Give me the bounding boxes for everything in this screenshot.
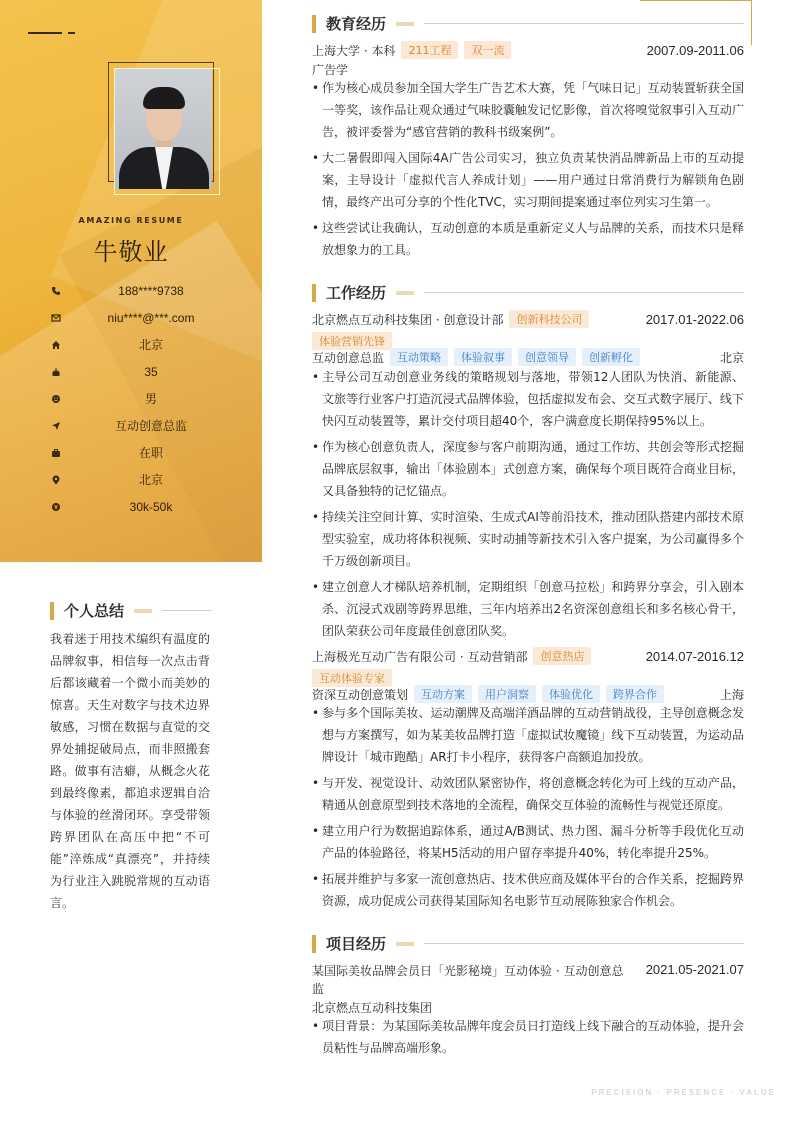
info-salary [48, 493, 238, 520]
list-item: • 大二暑假即闯入国际4A广告公司实习，独立负责某快消品牌新品上市的互动提案，主导设计「虚拟代言人养成计划」——用户通过日常消费行为解锁角色剧情，最终产出可分享的个性化TVC，实习期间提案通过率位列实习生第一。 [312, 147, 744, 213]
section-pill [396, 942, 414, 946]
resume-tagline: AMAZING RESUME [78, 216, 184, 225]
skill-tag: 用户洞察 [478, 685, 536, 703]
list-item: • 与开发、视觉设计、动效团队紧密协作，将创意概念转化为可上线的互动产品，精通从创意原型到技术落地的全流程，确保交互体验的流畅性与视觉还原度。 [312, 772, 744, 816]
company-name: 北京燃点互动科技集团 · 创意设计部 [312, 312, 504, 327]
school-name: 上海大学 · 本科 [312, 43, 396, 58]
skill-tag: 体验叙事 [454, 348, 512, 366]
info-email [48, 304, 238, 331]
education-entry-header [312, 41, 744, 59]
project-name-line: 某国际美妆品牌会员日「光影秘境」互动体验 · 互动创意总 [312, 964, 624, 978]
education-major [312, 61, 744, 78]
corner-decoration [640, 0, 752, 1]
target-position-value: 互动创意总监 [114, 419, 187, 433]
job-date: 2017.01-2022.06 [645, 311, 744, 327]
location-pin-icon [48, 472, 64, 488]
list-item: • 作为核心成员参加全国大学生广告艺术大赛，凭「气味日记」互动装置斩获全国一等奖，该作品让观众通过气味胶囊触发记忆影像，首次将嗅觉叙事引入互动广告，被评委誉为“感官营销的教科书级案例”。 [312, 77, 744, 143]
section-rule [424, 23, 744, 24]
job-entry-header [312, 310, 744, 328]
company-tag: 创意热店 [533, 647, 591, 665]
project-company: 北京燃点互动科技集团 [312, 1001, 433, 1015]
photo-frame [114, 68, 220, 195]
mail-icon [48, 310, 64, 326]
project-company-line [312, 999, 744, 1016]
skill-tag: 创意领导 [518, 348, 576, 366]
section-pill [396, 291, 414, 295]
candidate-name: 牛敬业 [93, 238, 169, 266]
job-role: 互动创意总监 [312, 350, 385, 365]
section-rule [424, 943, 744, 944]
deco-dash [68, 32, 75, 34]
job-role: 资深互动创意策划 [312, 687, 409, 702]
company-name: 上海极光互动广告有限公司 · 互动营销部 [312, 649, 528, 664]
summary-text: 我着迷于用技术编织有温度的品牌叙事，相信每一次点击背后都该藏着一个微小而美妙的惊喜。天生对数字与技术边界敏感，习惯在数据与直觉的交界处捕捉破局点，而非照搬套路。做事有洁癖，从概念火花到最终像素，都追求逻辑自洽与体验的丝滑闭环。享受带领跨界团队在高压中把“不可能”淬炼成“真漂亮”，并持续为行业注入跳脱常规的互动语言。 [50, 632, 210, 910]
project-name [312, 962, 632, 998]
section-pill [134, 609, 152, 613]
section-accent-bar [312, 935, 316, 953]
major-name: 广告学 [312, 63, 349, 77]
project-title: 项目经历 [326, 935, 387, 953]
info-hometown [48, 331, 238, 358]
list-item: • 作为核心创意负责人，深度参与客户前期沟通，通过工作坊、共创会等形式挖掘品牌底层叙事，输出「体验剧本」式创意方案，确保每个项目既符合商业目标，又具备独特的记忆锚点。 [312, 436, 744, 502]
contact-info-list [48, 277, 238, 520]
job-location: 北京 [719, 350, 744, 365]
project-date: 2021.05-2021.07 [645, 962, 744, 977]
job-location: 上海 [719, 687, 744, 702]
project-section-header [312, 933, 744, 954]
company-tag: 体验营销先锋 [312, 332, 392, 350]
list-item: • 建立用户行为数据追踪体系，通过A/B测试、热力图、漏斗分析等手段优化互动产品的体验路径，将某H5活动的用户留存率提升40%，转化率提升25%。 [312, 820, 744, 864]
phone-number: 188****9738 [118, 283, 184, 298]
company-tag: 创新科技公司 [509, 310, 589, 328]
section-accent-bar [312, 15, 316, 33]
list-item: • 建立创意人才梯队培养机制，定期组织「创意马拉松」和跨界分享会，引入剧本杀、沉浸式戏剧等跨界思维，三年内培养出2名资深创意组长和多名核心骨干，团队荣获公司年度最佳创意团队奖。 [312, 576, 744, 642]
info-status [48, 439, 238, 466]
section-rule [424, 292, 744, 293]
phone-icon [48, 283, 64, 299]
list-item: • 项目背景：为某国际美妆品牌年度会员日打造线上线下融合的互动体验，提升会员粘性与品牌高端形象。 [312, 1015, 744, 1059]
job-date: 2014.07-2016.12 [645, 648, 744, 664]
salary-value: 30k-50k [129, 499, 173, 514]
corner-decoration [751, 0, 752, 45]
project-bullets [312, 1015, 744, 1063]
info-location [48, 466, 238, 493]
job-entry-header [312, 647, 744, 665]
summary-section-header [50, 600, 212, 621]
skill-tag: 跨界合作 [606, 685, 664, 703]
smile-icon [48, 391, 64, 407]
footer-motto: PRECISION · PRESENCE · VALUE [591, 1088, 776, 1097]
summary-title: 个人总结 [64, 602, 125, 620]
education-section-header [312, 13, 744, 34]
skill-tag: 体验优化 [542, 685, 600, 703]
location-value: 北京 [138, 473, 163, 487]
info-gender [48, 385, 238, 412]
briefcase-icon [48, 445, 64, 461]
age-value: 35 [144, 364, 158, 379]
project-entry-header [312, 962, 744, 998]
skill-tag: 互动方案 [414, 685, 472, 703]
list-item: • 主导公司互动创意业务线的策略规划与落地，带领12人团队为快消、新能源、文旅等行业客户打造沉浸式品牌体验，包括虚拟发布会、交互式数字展厅、线下快闪互动装置等，累计交付项目超40个，客户满意度长期保持95%以上。 [312, 366, 744, 432]
deco-line [28, 32, 62, 34]
job-status-value: 在职 [138, 446, 163, 460]
list-item: • 持续关注空间计算、实时渲染、生成式AI等前沿技术，推动团队搭建内部技术原型实验室，成功将体积视频、实时动捕等新技术引入客户提案，为公司赢得多个千万级创新项目。 [312, 506, 744, 572]
education-title: 教育经历 [326, 15, 387, 33]
info-age [48, 358, 238, 385]
section-pill [396, 22, 414, 26]
work-section-header [312, 282, 744, 303]
home-icon [48, 337, 64, 353]
company-tag: 互动体验专家 [312, 669, 392, 687]
work-title: 工作经历 [326, 284, 387, 302]
skill-tag: 互动策略 [390, 348, 448, 366]
info-phone [48, 277, 238, 304]
list-item: • 拓展并维护与多家一流创意热店、技术供应商及媒体平台的合作关系，挖掘跨界资源，成功促成公司获得某国际知名电影节互动展陈独家合作机会。 [312, 868, 744, 912]
school-tag: 双一流 [464, 41, 511, 59]
job-role-line [312, 685, 744, 703]
info-target-position [48, 412, 238, 439]
gender-value: 男 [144, 392, 157, 406]
job-role-line [312, 348, 744, 366]
skill-tag: 创新孵化 [582, 348, 640, 366]
hometown-value: 北京 [138, 338, 163, 352]
send-icon [48, 418, 64, 434]
list-item: • 这些尝试让我确认，互动创意的本质是重新定义人与品牌的关系，而技术只是释放想象力的工具。 [312, 217, 744, 261]
list-item: • 参与多个国际美妆、运动潮牌及高端洋酒品牌的互动营销战役，主导创意概念发想与方案撰写，如为某美妆品牌打造「虚拟试妆魔镜」线下互动装置，为运动品牌设计「城市跑酷」AR打卡小程序，获得客户高额追加投放。 [312, 702, 744, 768]
section-rule [162, 610, 212, 611]
education-date: 2007.09-2011.06 [646, 42, 744, 58]
job-bullets [312, 702, 744, 916]
school-tag: 211工程 [401, 41, 458, 59]
job-bullets [312, 366, 744, 646]
profile-panel [0, 0, 262, 562]
section-accent-bar [312, 284, 316, 302]
section-accent-bar [50, 602, 54, 620]
education-bullets [312, 77, 744, 265]
project-name-line: 监 [312, 982, 325, 996]
salary-icon [48, 499, 64, 515]
cake-icon [48, 364, 64, 380]
email-address: niu****@***.com [107, 310, 195, 325]
